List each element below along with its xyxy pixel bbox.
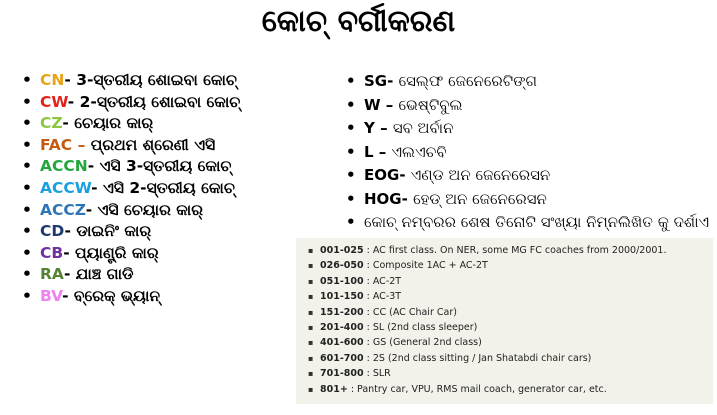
- coach-separator: -: [63, 265, 76, 284]
- coach-description: ଡାଇନିଂ କାର୍: [76, 222, 152, 241]
- range-value: 601-700: [320, 352, 364, 364]
- suffix-description: ଏଣ୍ଡ ଅନ ଜେନେରେସନ: [410, 166, 551, 184]
- coach-separator: -: [91, 178, 103, 197]
- range-description: : GS (General 2nd class): [363, 337, 482, 349]
- range-item: [320, 382, 713, 397]
- suffix-code-list: [364, 70, 709, 235]
- range-description: : AC-3T: [363, 291, 402, 303]
- range-item: [320, 274, 713, 289]
- list-item: [364, 164, 709, 188]
- range-description: : CC (AC Chair Car): [363, 306, 457, 318]
- list-item: [40, 135, 240, 157]
- suffix-separator: -: [387, 72, 399, 90]
- range-value: 051-100: [320, 275, 364, 287]
- suffix-separator: –: [373, 142, 392, 161]
- suffix-description: ହେଡ୍ ଅନ ଜେନେରେସନ: [413, 189, 547, 208]
- range-value: 401-600: [320, 337, 364, 349]
- range-item: [320, 289, 713, 304]
- range-description: : SL (2nd class sleeper): [363, 321, 478, 333]
- coach-code: CN: [40, 71, 65, 89]
- list-item: [364, 141, 709, 165]
- suffix-code: HOG: [364, 189, 402, 208]
- coach-separator: -: [87, 157, 100, 176]
- list-item: [40, 178, 240, 200]
- coach-description: ପ୍ୟାଣ୍ଟ୍ରି କାର୍: [75, 243, 159, 262]
- range-value: 201-400: [320, 321, 364, 333]
- suffix-separator: -: [399, 166, 411, 184]
- list-item: [40, 113, 240, 135]
- suffix-code: W: [364, 95, 381, 114]
- list-item: [40, 200, 240, 222]
- list-item: [364, 188, 709, 212]
- suffix-description: ସେଲ୍ଫ ଜେନେରେଟିଙ୍ଗ: [398, 72, 538, 90]
- coach-separator: -: [64, 71, 77, 89]
- coach-separator: -: [67, 92, 80, 111]
- coach-code-list: [40, 70, 240, 308]
- range-value: 026-050: [320, 260, 364, 272]
- coach-separator: -: [63, 243, 76, 262]
- suffix-description: ସବ ଅର୍ବାନ: [392, 119, 454, 137]
- coach-description: ବ୍ରେକ୍ ଭ୍ୟାନ୍: [73, 286, 161, 305]
- range-description: : AC first class. On NER, some MG FC coaches from 2000/2001.: [363, 245, 667, 256]
- coach-code: ACCW: [40, 178, 92, 197]
- list-item: [364, 70, 709, 94]
- range-item: [320, 366, 713, 381]
- coach-code: RA: [40, 265, 64, 284]
- coach-separator: -: [85, 200, 98, 219]
- suffix-code: SG: [364, 72, 388, 90]
- range-description: : SLR: [363, 368, 391, 380]
- range-description: : AC-2T: [363, 275, 402, 287]
- coach-separator: -: [62, 286, 74, 305]
- range-item: [320, 320, 713, 335]
- suffix-code: EOG: [364, 166, 400, 184]
- range-description: : Pantry car, VPU, RMS mail coach, generator car, etc.: [347, 383, 607, 395]
- page-title: କୋଚ୍ ବର୍ଗୀକରଣ: [261, 4, 456, 39]
- range-item: [320, 335, 713, 350]
- coach-separator: –: [72, 135, 91, 154]
- range-item: [320, 305, 713, 320]
- range-description: : Composite 1AC + AC-2T: [363, 260, 488, 272]
- suffix-separator: –: [374, 119, 393, 137]
- coach-code: ACCZ: [40, 200, 86, 219]
- list-item: [40, 92, 240, 114]
- coach-description: ପ୍ରଥମ ଶ୍ରେଣୀ ଏସି: [90, 135, 216, 154]
- suffix-code: L: [364, 142, 374, 161]
- list-item: [40, 243, 240, 265]
- coach-code: ACCN: [40, 157, 88, 176]
- suffix-separator: –: [380, 95, 399, 114]
- list-item: [40, 70, 240, 92]
- coach-description: 2-ସ୍ତରୀୟ ଶୋଇବା କୋଚ୍: [79, 92, 241, 111]
- suffix-description: କୋଚ୍ ନମ୍ବରର ଶେଷ ତିନୋଟି ସଂଖ୍ୟା ନିମ୍ନଲିଖିତ କୁ ଦର୍ଶାଏ: [364, 213, 710, 231]
- coach-separator: -: [62, 114, 75, 133]
- coach-description: ଏସି 3-ସ୍ତରୀୟ କୋଚ୍: [99, 157, 232, 176]
- coach-code: BV: [40, 286, 63, 305]
- coach-code: CZ: [40, 114, 63, 133]
- coach-code: CW: [40, 92, 68, 111]
- range-item: [320, 243, 713, 258]
- coach-description: ଏସି ଚେୟାର କାର୍: [97, 200, 203, 219]
- suffix-code: Y: [364, 119, 375, 137]
- range-item: [320, 351, 713, 366]
- range-value: 001-025: [320, 245, 364, 256]
- coach-description: ଏସି 2-ସ୍ତରୀୟ କୋଚ୍: [103, 178, 235, 197]
- range-value: 701-800: [320, 368, 364, 380]
- coach-code: FAC: [40, 135, 73, 154]
- list-item: [40, 264, 240, 286]
- range-value: 101-150: [320, 291, 364, 303]
- list-item: [40, 156, 240, 178]
- list-item: [364, 94, 709, 118]
- suffix-description: ଭେଷ୍ଟିବୁଲ: [398, 95, 463, 114]
- suffix-description: ଏଲଏଚବି: [391, 142, 447, 161]
- coach-number-range-list: [296, 243, 713, 397]
- coach-separator: -: [64, 222, 77, 241]
- coach-code: CD: [40, 222, 65, 241]
- coach-number-reference-box: [296, 238, 713, 404]
- range-description: : 2S (2nd class sitting / Jan Shatabdi chair cars): [363, 352, 592, 364]
- list-item: [40, 221, 240, 243]
- list-item: [40, 286, 240, 308]
- range-value: 801+: [320, 383, 348, 395]
- coach-description: ଯାଞ୍ଚ ଗାଡି: [75, 265, 134, 284]
- coach-code: CB: [40, 243, 64, 262]
- list-item: [364, 117, 709, 141]
- coach-description: 3-ସ୍ତରୀୟ ଶୋଇବା କୋଚ୍: [76, 71, 237, 89]
- range-value: 151-200: [320, 306, 364, 318]
- coach-description: ଚେୟାର କାର୍: [74, 114, 154, 133]
- range-item: [320, 258, 713, 273]
- suffix-separator: -: [401, 189, 414, 208]
- list-item: [364, 211, 709, 235]
